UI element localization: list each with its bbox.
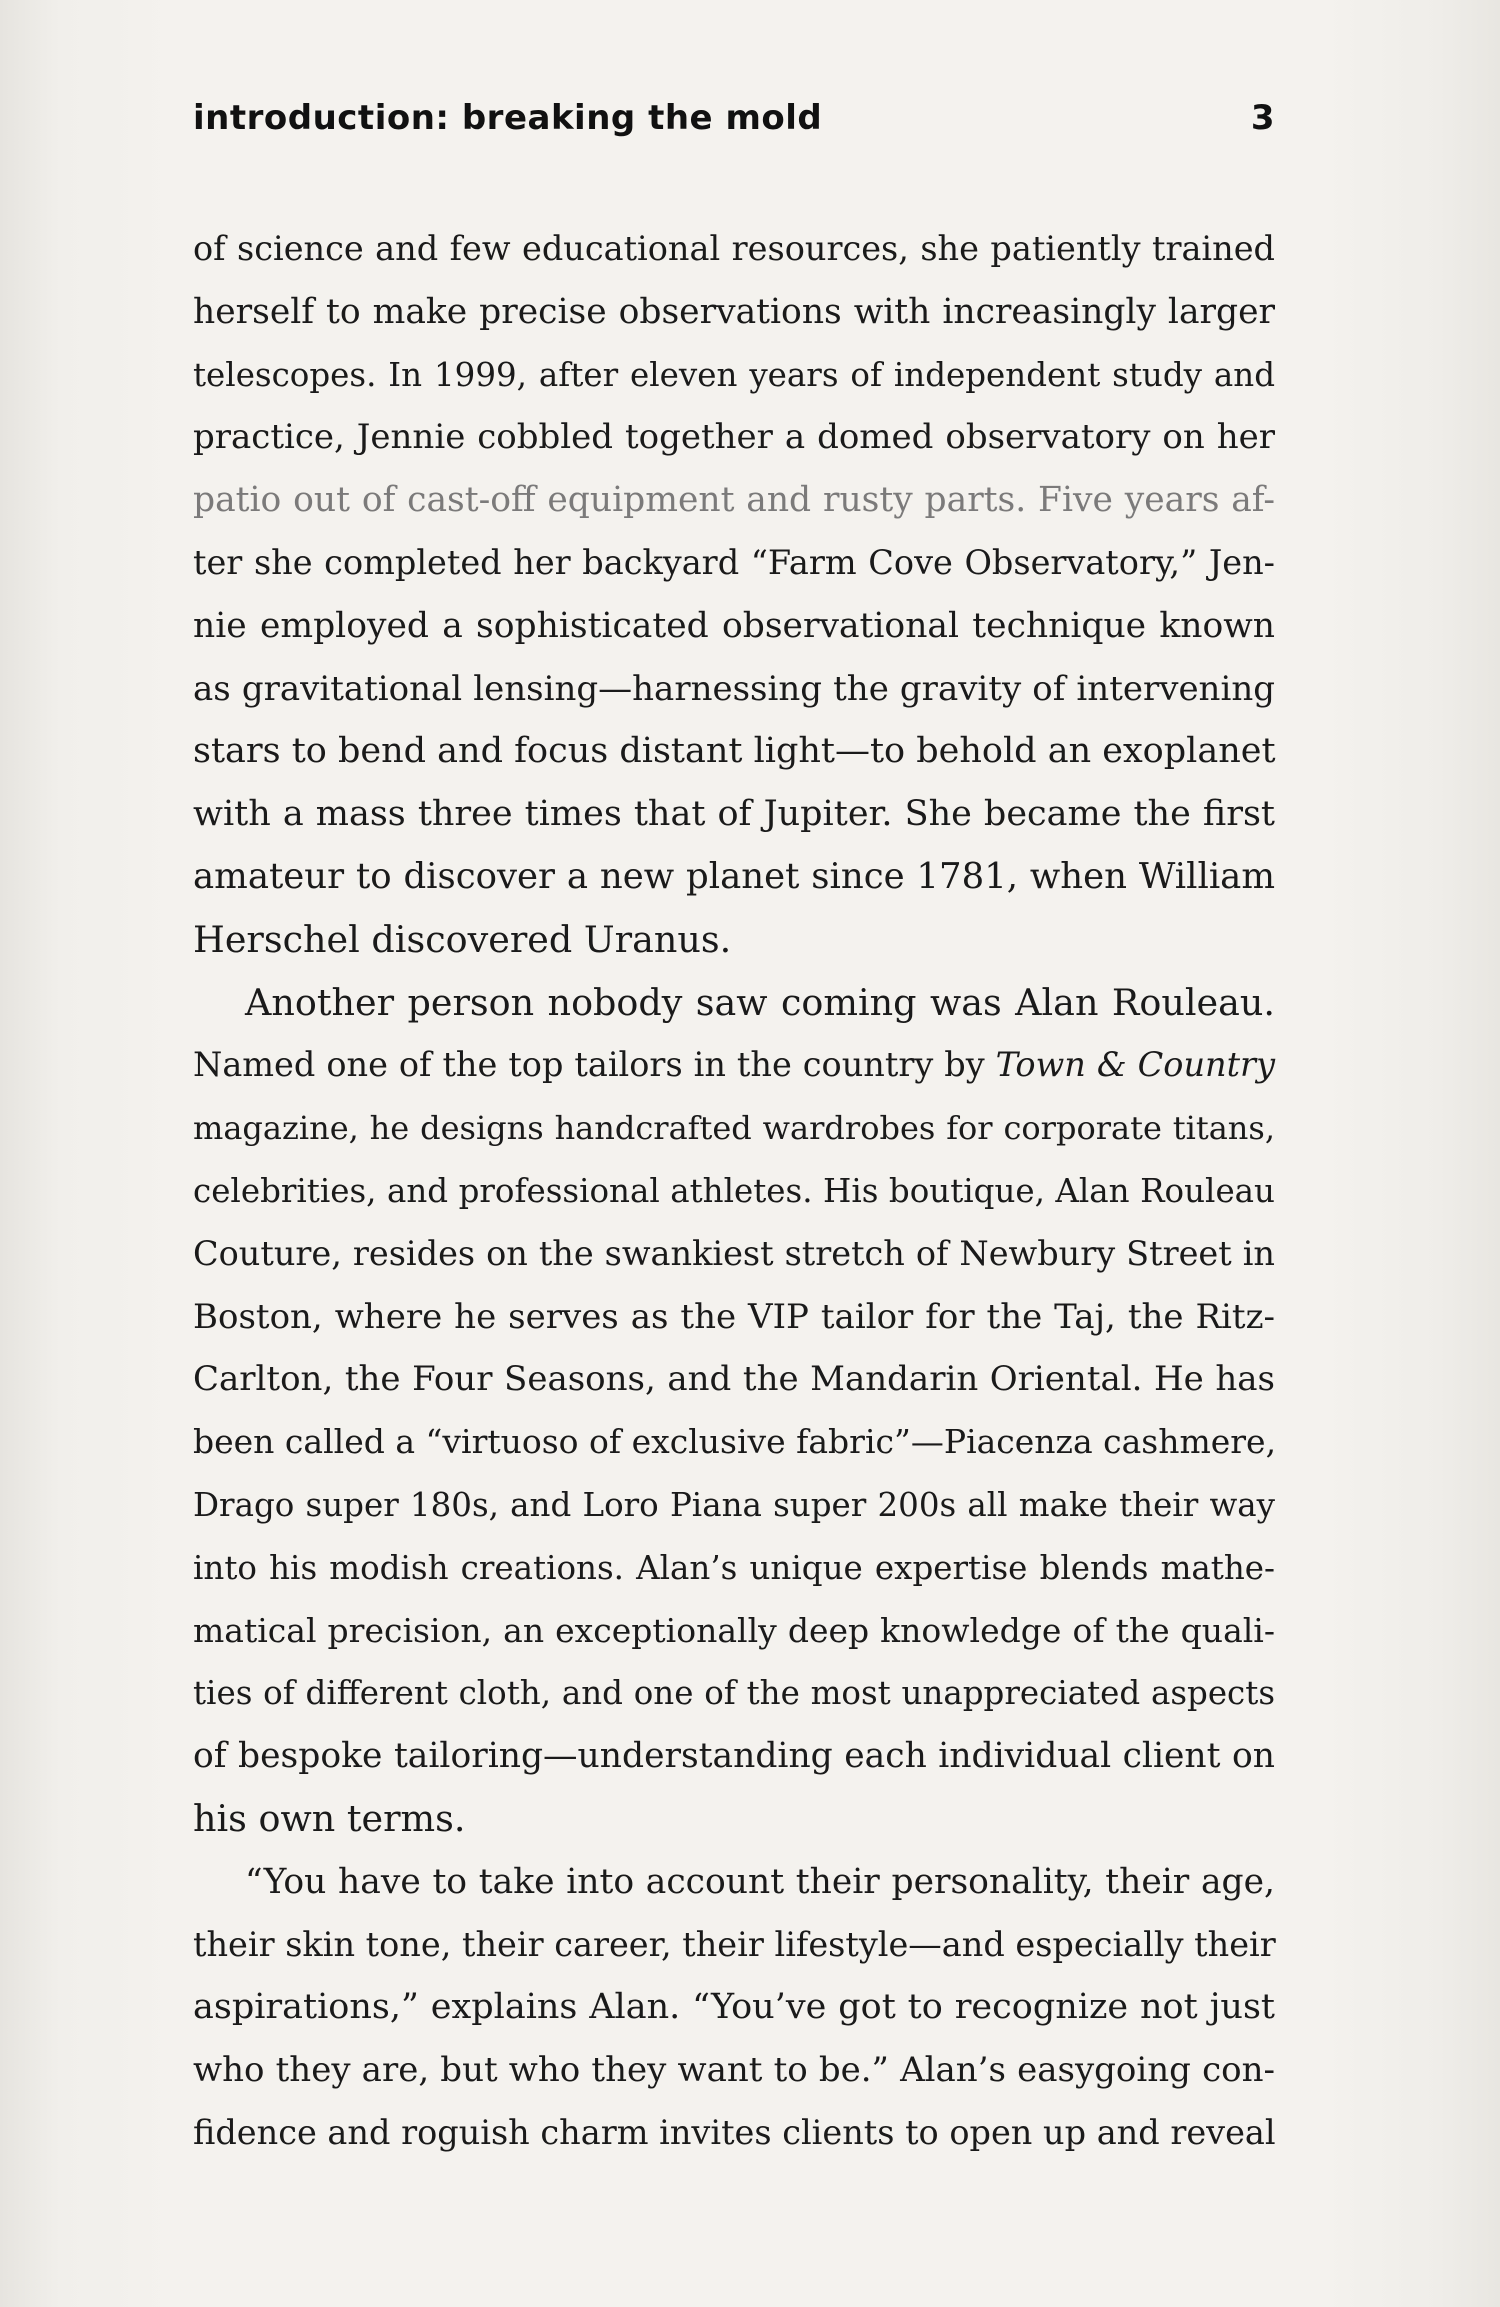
text-line: Boston, where he serves as the VIP tailor for the Taj, the Ritz-: [193, 1296, 1275, 1337]
text-line: nie employed a sophisticated observational technique known: [193, 605, 1275, 646]
text-line-with-italic: [193, 1034, 1275, 1097]
text-line: patio out of cast-off equipment and rusty parts. Five years af-: [193, 480, 1275, 521]
text-line: “You have to take into account their personality, their age,: [245, 1861, 1275, 1902]
text-line: Couture, resides on the swankiest stretch of Newbury Street in: [193, 1233, 1275, 1273]
text-line: ties of different cloth, and one of the most unappreciated aspects: [193, 1674, 1275, 1713]
text-line: his own terms.: [193, 1796, 466, 1840]
text-line: who they are, but who they want to be.” Alan’s easygoing con-: [193, 2050, 1275, 2091]
text-line: of science and few educational resources, she patiently trained: [193, 229, 1275, 268]
text-line: celebrities, and professional athletes. His boutique, Alan Rouleau: [193, 1171, 1275, 1210]
text-line: been called a “virtuoso of exclusive fabric”—Piacenza cashmere,: [193, 1422, 1277, 1462]
text-run: Named one of the top tailors in the country by: [193, 1045, 996, 1085]
text-line: their skin tone, their career, their lifestyle—and especially their: [193, 1924, 1276, 1964]
text-line: practice, Jennie cobbled together a domed observatory on her: [193, 417, 1275, 458]
body-text: [193, 218, 1275, 2165]
text-line: aspirations,” explains Alan. “You’ve got to recognize not just: [193, 1987, 1275, 2028]
text-line: fidence and roguish charm invites clients to open up and reveal: [193, 2112, 1276, 2152]
text-line: of bespoke tailoring—understanding each individual client on: [193, 1736, 1275, 1777]
running-head: [193, 98, 1275, 152]
running-title: introduction: breaking the mold: [193, 98, 823, 138]
magazine-title: Town & Country: [995, 1045, 1275, 1085]
paragraph-2: [193, 972, 1275, 1851]
text-line: Herschel discovered Uranus.: [193, 917, 732, 961]
paragraph-3: [193, 1851, 1275, 2165]
text-line: Drago super 180s, and Loro Piana super 200s all make their way: [193, 1485, 1275, 1524]
text-line: as gravitational lensing—harnessing the gravity of intervening: [193, 668, 1275, 709]
text-line: Carlton, the Four Seasons, and the Mandarin Oriental. He has: [193, 1359, 1275, 1400]
text-line: with a mass three times that of Jupiter. She became the first: [193, 794, 1275, 835]
text-line: ter she completed her backyard “Farm Cove Observatory,” Jen-: [193, 542, 1275, 582]
text-line: Another person nobody saw coming was Alan Rouleau.: [245, 980, 1275, 1024]
text-line: herself to make precise observations with increasingly larger: [193, 291, 1275, 332]
page-number: 3: [1250, 98, 1275, 138]
text-line: matical precision, an exceptionally deep knowledge of the quali-: [193, 1610, 1275, 1650]
text-line: magazine, he designs handcrafted wardrobes for corporate titans,: [193, 1109, 1275, 1148]
text-line: stars to bend and focus distant light—to behold an exoplanet: [193, 731, 1276, 772]
text-line: amateur to discover a new planet since 1781, when William: [193, 855, 1275, 897]
text-line: telescopes. In 1999, after eleven years of independent study and: [193, 355, 1275, 394]
text-line: into his modish creations. Alan’s unique expertise blends mathe-: [193, 1548, 1275, 1587]
paragraph-1: [193, 218, 1275, 972]
